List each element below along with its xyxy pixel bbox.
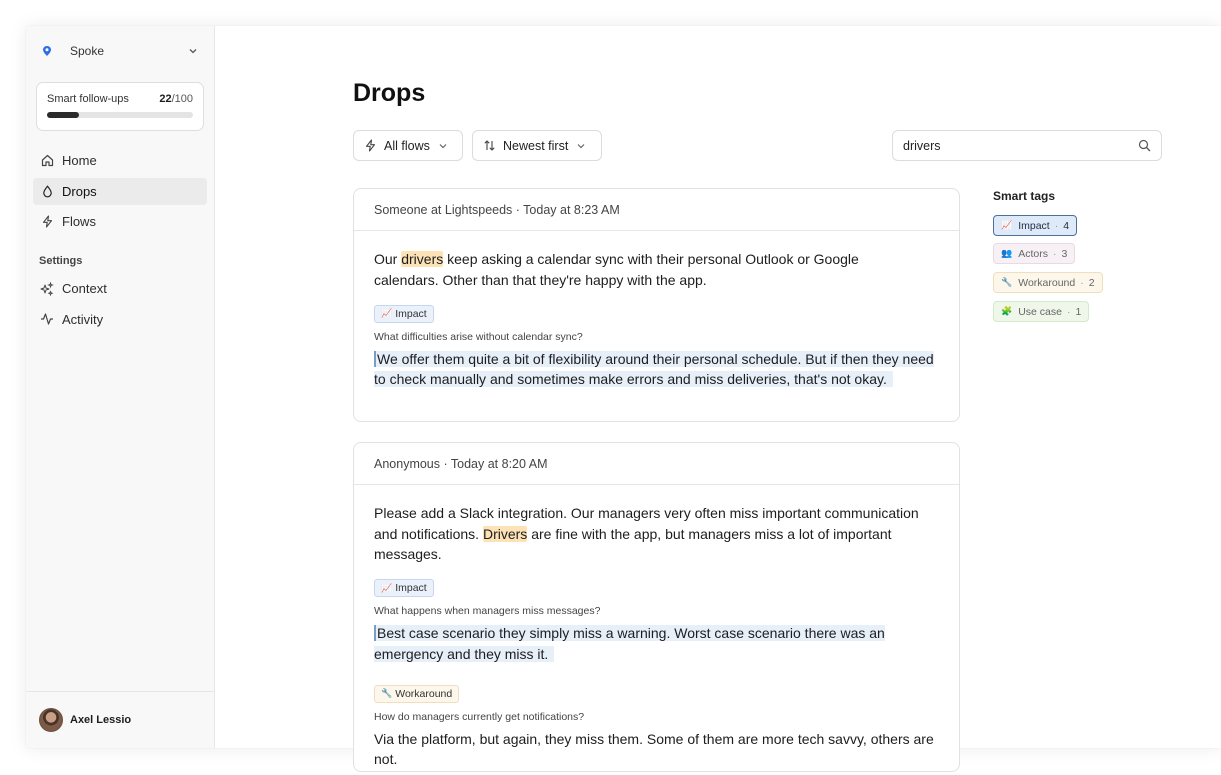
- sort-label: Newest first: [503, 138, 569, 153]
- followup-answer: We offer them quite a bit of flexibility around their personal schedule. But if then they need to check manually and sometimes make errors and miss deliveries, that's not okay.: [374, 350, 934, 387]
- activity-icon: [40, 312, 54, 326]
- workaround-tag[interactable]: 🔧 Workaround: [374, 685, 459, 703]
- impact-tag[interactable]: 📈 Impact: [374, 579, 434, 597]
- chevron-down-icon: [576, 140, 588, 152]
- drop-icon: [40, 184, 54, 198]
- sort-dropdown[interactable]: [472, 130, 602, 161]
- smart-tag-workaround[interactable]: 🔧 Workaround · 2: [993, 272, 1103, 293]
- sidebar-item-activity[interactable]: [33, 306, 207, 333]
- chart-increasing-icon: 📈: [381, 582, 393, 593]
- sidebar-item-label: Activity: [62, 311, 104, 327]
- flows-filter-label: All flows: [384, 138, 430, 153]
- sidebar-item-label: Context: [62, 281, 107, 296]
- search-input[interactable]: [893, 131, 1138, 160]
- chevron-down-icon: [186, 44, 200, 58]
- app-window: [26, 26, 1221, 767]
- chevron-down-icon: [438, 140, 450, 152]
- drop-quote: Our drivers keep asking a calendar sync with their personal Outlook or Google calendars. Other than that they're happy with the app.: [374, 251, 859, 288]
- smart-tags-title: Smart tags: [993, 189, 1056, 203]
- location-pin-icon: [40, 44, 54, 58]
- search-highlight: drivers: [401, 251, 444, 267]
- drop-card-header: Someone at Lightspeeds · Today at 8:23 AM: [354, 189, 959, 231]
- drop-quote: Please add a Slack integration. Our managers very often miss important communication and notifications. Drivers are fine with the app, but managers miss a lot of important messages.: [374, 505, 919, 562]
- smart-tag-actors[interactable]: 👥 Actors · 3: [993, 243, 1075, 264]
- workspace-name: Spoke: [70, 44, 105, 58]
- wrench-icon: 🔧: [1001, 277, 1013, 287]
- settings-nav: [33, 275, 207, 336]
- smart-tag-use-case[interactable]: 🧩 Use case · 1: [993, 301, 1089, 322]
- user-profile[interactable]: [26, 691, 214, 748]
- sidebar-item-home[interactable]: [33, 147, 207, 174]
- flows-filter-dropdown[interactable]: [353, 130, 463, 161]
- primary-nav: [33, 147, 207, 239]
- smart-followups-quota: [36, 82, 204, 131]
- drop-card[interactable]: [353, 188, 960, 422]
- sidebar-item-label: Drops: [62, 183, 97, 199]
- user-name: Axel Lessio: [70, 714, 132, 726]
- settings-section-label: Settings: [39, 255, 83, 267]
- main-content: [215, 26, 1221, 767]
- sidebar-item-drops[interactable]: [33, 178, 207, 205]
- avatar: [39, 708, 63, 732]
- search-highlight: Drivers: [482, 525, 528, 542]
- search-box: [892, 130, 1162, 161]
- followup-question: What happens when managers miss messages?: [374, 605, 601, 617]
- followup-question: What difficulties arise without calendar sync?: [374, 330, 583, 343]
- quota-progress-bar: [47, 112, 193, 118]
- drop-card[interactable]: [353, 442, 960, 772]
- quota-label: Smart follow-ups: [47, 93, 129, 105]
- impact-tag[interactable]: 📈 Impact: [374, 305, 434, 323]
- page-title: Drops: [353, 79, 426, 107]
- workspace-switcher[interactable]: [40, 40, 200, 62]
- drop-card-header: Anonymous · Today at 8:20 AM: [354, 443, 959, 485]
- sidebar-item-label: Flows: [62, 214, 96, 229]
- sidebar-item-flows[interactable]: [33, 208, 207, 235]
- sidebar-item-context[interactable]: [33, 275, 207, 302]
- puzzle-icon: 🧩: [1001, 306, 1013, 316]
- quota-progress-fill: [47, 112, 79, 118]
- wrench-icon: 🔧: [381, 688, 393, 698]
- smart-tag-impact[interactable]: 📈 Impact · 4: [993, 215, 1077, 236]
- home-icon: [40, 154, 54, 168]
- sidebar: [26, 26, 215, 748]
- chart-increasing-icon: 📈: [381, 308, 393, 318]
- lightning-icon: [364, 139, 378, 153]
- followup-answer: Via the platform, but again, they miss them. Some of them are more tech savvy, others are not.: [374, 730, 934, 767]
- people-icon: 👥: [1001, 248, 1013, 258]
- lightning-icon: [40, 215, 54, 229]
- sidebar-item-label: Home: [62, 153, 97, 168]
- followup-answer: Best case scenario they simply miss a warning. Worst case scenario there was an emergency and they miss it.: [374, 625, 885, 662]
- followup-question: How do managers currently get notifications?: [374, 710, 585, 723]
- quota-count: 22/100: [159, 93, 193, 105]
- sort-arrows-icon: [483, 139, 497, 153]
- chart-increasing-icon: 📈: [1001, 220, 1013, 230]
- search-icon[interactable]: [1138, 139, 1152, 153]
- sparkles-icon: [40, 282, 54, 296]
